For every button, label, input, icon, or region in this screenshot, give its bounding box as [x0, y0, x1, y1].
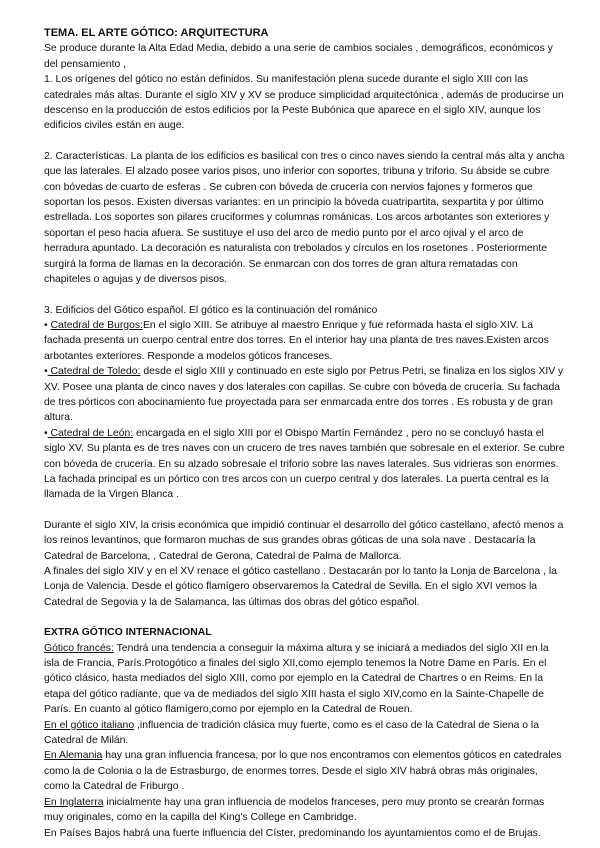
leon-label: Catedral de León: — [47, 427, 134, 439]
extra-section-title: EXTRA GÓTICO INTERNACIONAL — [44, 627, 212, 639]
french-gothic-text: Tendrá una tendencia a conseguir la máxima altura y se iniciará a mediados del siglo XII en la isla de Francia, París.Protogótico a finales del siglo XII,como ejemplo tenemos la Notre Dame en París. En el gótico clásico, hasta mediados del siglo XIII, como por ejemplo en la Catedral de Chartres o en Reims. En la etapa del gótico radiante, que va de mediados del siglo XIII hasta el siglo XIV,como en la Sainte-Chapelle de París. En cuanto al gótico flamígero,como por ejemplo en la Catedral de Rouen. — [44, 642, 549, 716]
german-gothic-paragraph — [44, 748, 566, 794]
bullet: • — [44, 427, 48, 439]
english-gothic-paragraph — [44, 795, 566, 826]
english-gothic-text: inicialmente hay una gran influencia de modelos franceses, pero muy pronto se crearán formas muy originales, como en la capilla del King's College en Cambridge. — [44, 796, 545, 824]
leon-text: encargada en el siglo XIII por el Obispo Martín Fernández , pero no se concluyó hasta el siglo XV. Su planta es de tres naves con un crucero de tres naves también que sobresale en el exterior. Se cubre con bóveda de crucería. En su alzado sobresale el triforio sobre las naves laterales. Sus vidrieras son enormes. La fachada principal es un pórtico con tres arcos con un cuerpo central y dos laterales. La puerta central es la llamada de la Virgen Blanca . — [44, 427, 565, 501]
intro-paragraph: Se produce durante la Alta Edad Media, debido a una serie de cambios sociales , demográficos, económicos y del pensamiento , — [44, 43, 553, 70]
french-gothic-paragraph — [44, 641, 566, 718]
late-gothic-paragraph: A finales del siglo XIV y en el XV renace el gótico castellano . Destacarán por lo tanto la Lonja de Barcelona , la Lonja de Valencia. Desde el gótico flamígero observaremos la Catedral de Sevilla. En el siglo XVI vemos la Catedral de Segovia y la de Salamanca, las últimas dos obras del gótico español. — [44, 566, 557, 608]
document-page — [44, 26, 566, 841]
toledo-paragraph — [44, 364, 566, 426]
spanish-buildings-heading: 3. Edificios del Gótico español. El gótico es la continuación del románico — [44, 304, 378, 316]
german-gothic-text: hay una gran influencia francesa, por lo que nos encontramos con elementos góticos en catedrales como la de Colonia o la de Estrasburgo, de enormes torres. Desde el siglo XIV habrá obras más originales, como la Catedral de Friburgo . — [44, 750, 562, 793]
document-title: TEMA. EL ARTE GÓTICO: ARQUITECTURA — [44, 27, 269, 39]
leon-paragraph — [44, 426, 566, 503]
bullet: • — [44, 319, 51, 331]
netherlands-gothic-paragraph: En Países Bajos habrá una fuerte influencia del Císter, predominando los ayuntamientos como el de Brujas. — [44, 827, 541, 839]
toledo-label: Catedral de Toledo: — [47, 366, 141, 378]
english-gothic-label: En Inglaterra — [44, 796, 104, 808]
burgos-paragraph — [44, 318, 566, 364]
italian-gothic-text: ,influencia de tradición clásica muy fuerte, como es el caso de la Catedral de Siena o la Catedral de Milán. — [44, 719, 540, 747]
burgos-text: En el siglo XIII. Se atribuye al maestro Enrique y fue reformada hasta el siglo XIV. La fachada presenta un cuerpo central entre dos torres. En el interior hay una planta de tres naves.Existen arcos arbotantes exteriores. Responde a modelos góticos franceses. — [44, 319, 549, 362]
italian-gothic-paragraph — [44, 718, 566, 749]
french-gothic-label: Gótico francés: — [44, 642, 114, 654]
crisis-paragraph: Durante el siglo XIV, la crisis económica que impidió continuar el desarrollo del gótico castellano, afectó menos a los reinos levantinos, que formaron muchas de sus grandes obras góticas de una sola nave . Destacaría la Catedral de Barcelona, , Catedral de Gerona, Catedral de Palma de Mallorca. — [44, 519, 564, 562]
origins-paragraph: 1. Los orígenes del gótico no están definidos. Su manifestación plena sucede durante el siglo XIII con las catedrales más altas. Durante el siglo XIV y XV se produce simplicidad arquitectónica , además de producirse un descenso en la producción de estos edificios por la Peste Bubónica que aparece en el siglo XIV, aunque los edificios civiles están en auge. — [44, 74, 564, 132]
burgos-label: Catedral de Burgos: — [50, 319, 143, 331]
toledo-text: desde el siglo XIII y continuado en este siglo por Petrus Petri, se finaliza en los siglos XIV y XV. Posee una planta de cinco naves y dos laterales con capillas. Se cubre con bóveda de crucería. Su fachada de tres pórticos con abocinamiento fue proyectada para ser enmarcada entre dos torres . Es robusta y de gran altura. — [44, 366, 564, 424]
german-gothic-label: En Alemania — [44, 750, 103, 762]
bullet: • — [44, 366, 48, 378]
italian-gothic-label: En el gótico italiano — [44, 719, 135, 731]
characteristics-paragraph: 2. Características. La planta de los edificios es basilical con tres o cinco naves siendo la central más alta y ancha que las laterales. El alzado posee varios pisos, uno inferior con soportes, tribuna y triforio. Su ábside se cubre con bóvedas de cuarto de esferas . Se cubren con bóveda de crucería con nervios fajones y formeros que soportan los pesos. Existen diversas variantes: en un principio la bóveda cuatripartita, sexpartita y por último estrellada. Los soportes son pilares cruciformes y columnas románicas. Los arcos arbotantes son exteriores y soportan el peso hacia afuera. Se sustituye el uso del arco de medio punto por el arco ojival y el arco de herradura apuntado. La decoración es naturalista con trebolados y círculos en los rosetones . Posteriormente surgirá la forma de llamas en la decoración. Se enmarcan con dos torres de gran altura rematadas con chapiteles o agujas y de diversos pisos. — [44, 150, 565, 286]
